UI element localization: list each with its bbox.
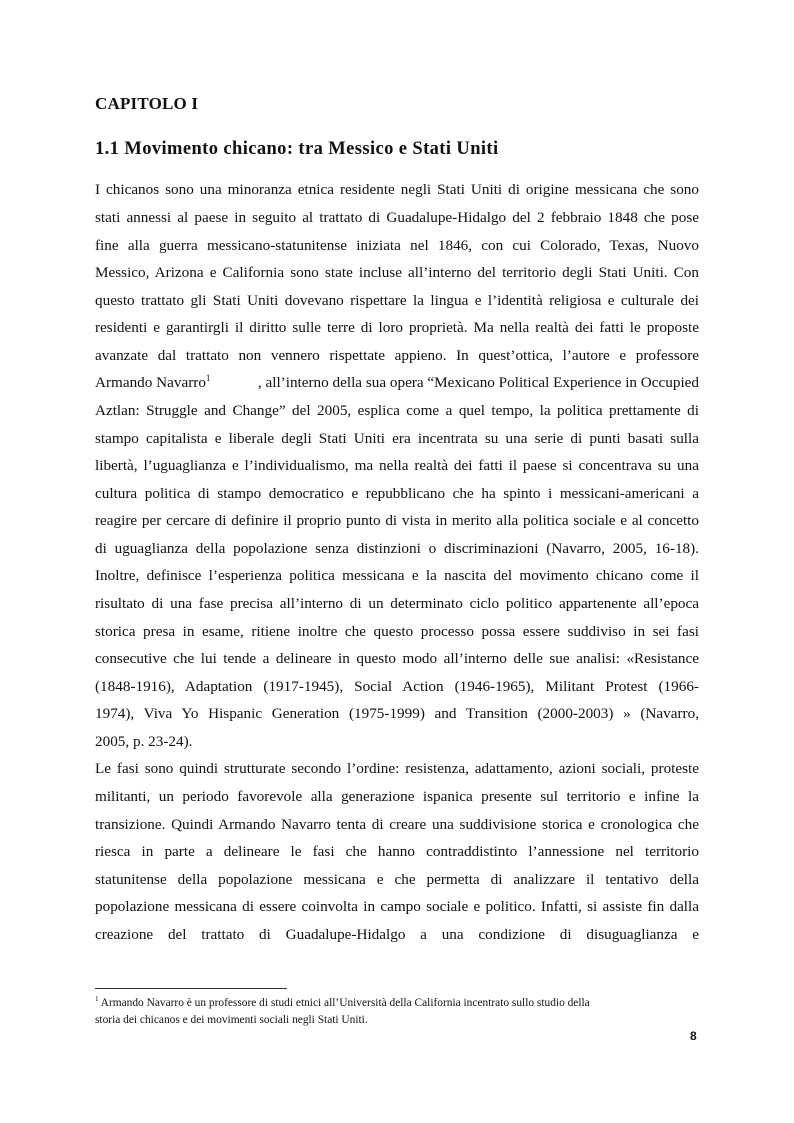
body-line: stampo capitalista e liberale degli Stati Uniti era incentrata su una serie di punti basati sulla [95,430,699,447]
footnote-reference[interactable]: 1 [205,372,211,383]
body-line: Aztlan: Struggle and Change” del 2005, esplica come a quel tempo, la politica prettamente di [95,402,699,419]
footnote-marker: 1 [95,995,99,1004]
body-line: di uguaglianza della popolazione senza distinzioni o discriminazioni (Navarro, 2005, 16-18). [95,540,699,557]
body-line: Messico, Arizona e California sono state incluse all’interno del territorio degli Stati Uniti. Con [95,264,699,281]
footnote-text: Armando Navarro è un professore di studi etnici all’Università della California incentrato sullo studio della [100,997,590,1009]
chapter-title: CAPITOLO I [95,94,199,113]
body-line: transizione. Quindi Armando Navarro tenta di creare una suddivisione storica e cronologica che [95,816,699,833]
body-line: Le fasi sono quindi strutturate secondo l’ordine: resistenza, adattamento, azioni sociali, proteste [95,760,699,777]
body-line: consecutive che lui tende a delineare in questo modo all’interno delle sue analisi: «Resistance [95,650,699,667]
body-line: reagire per cercare di definire il proprio punto di vista in merito alla politica sociale e al concetto [95,512,699,529]
body-line: 1974), Viva Yo Hispanic Generation (1975-1999) and Transition (2000-2003) » (Navarro, [95,705,699,722]
body-line: fine alla guerra messicano-statunitense iniziata nel 1846, con cui Colorado, Texas, Nuovo [95,237,699,254]
body-line: I chicanos sono una minoranza etnica residente negli Stati Uniti di origine messicana che sono [95,181,699,198]
body-line: risultato di una fase precisa all’interno di un determinato ciclo politico appartenente all’epoca [95,595,699,612]
footnote-line: storia dei chicanos e dei movimenti sociali negli Stati Uniti. [95,1014,368,1026]
body-line-with-footnote [95,373,699,393]
body-line: (1848-1916), Adaptation (1917-1945), Social Action (1946-1965), Militant Protest (1966- [95,678,699,695]
page-number: 8 [690,1029,697,1043]
section-title: 1.1 Movimento chicano: tra Messico e Stati Uniti [95,139,499,159]
body-line: militanti, un periodo favorevole alla generazione ispanica presente sul territorio e infine la [95,788,699,805]
body-line: avanzate dal trattato non vennero rispettate appieno. In quest’ottica, l’autore e professore [95,347,699,364]
body-line-author: Armando Navarro$^1$ [95,372,211,391]
body-line: stati annessi al paese in seguito al trattato di Guadalupe-Hidalgo del 2 febbraio 1848 che pose [95,209,699,226]
footnote-line [95,996,590,1011]
body-line: libertà, l’uguaglianza e l’individualismo, ma nella realtà dei fatti il paese si concentrava su una [95,457,699,474]
body-line-rest: , all’interno della sua opera “Mexicano Political Experience in Occupied [257,374,699,391]
body-line: cultura politica di stampo democratico e repubblicano che ha spinto i messicani-americani a [95,485,699,502]
body-line: creazione del trattato di Guadalupe-Hidalgo a una condizione di disuguaglianza e [95,926,699,943]
body-line: 2005, p. 23-24). [95,733,193,750]
body-line: storica presa in esame, ritiene inoltre che questo processo possa essere suddiviso in sei fasi [95,623,699,640]
body-line: statunitense della popolazione messicana e che permetta di analizzare il tentativo della [95,871,699,888]
body-line: questo trattato gli Stati Uniti dovevano rispettare la lingua e l’identità religiosa e culturale dei [95,292,699,309]
body-line: residenti e garantirgli il diritto sulle terre di loro proprietà. Ma nella realtà dei fatti le proposte [95,319,699,336]
body-line: Inoltre, definisce l’esperienza politica messicana e la nascita del movimento chicano come il [95,567,699,584]
body-line: popolazione messicana di essere coinvolta in campo sociale e politico. Infatti, si assiste fin dalla [95,898,699,915]
footnote-separator [95,988,287,989]
body-line: riesca in parte a delineare le fasi che hanno contraddistinto l’annessione nel territorio [95,843,699,860]
